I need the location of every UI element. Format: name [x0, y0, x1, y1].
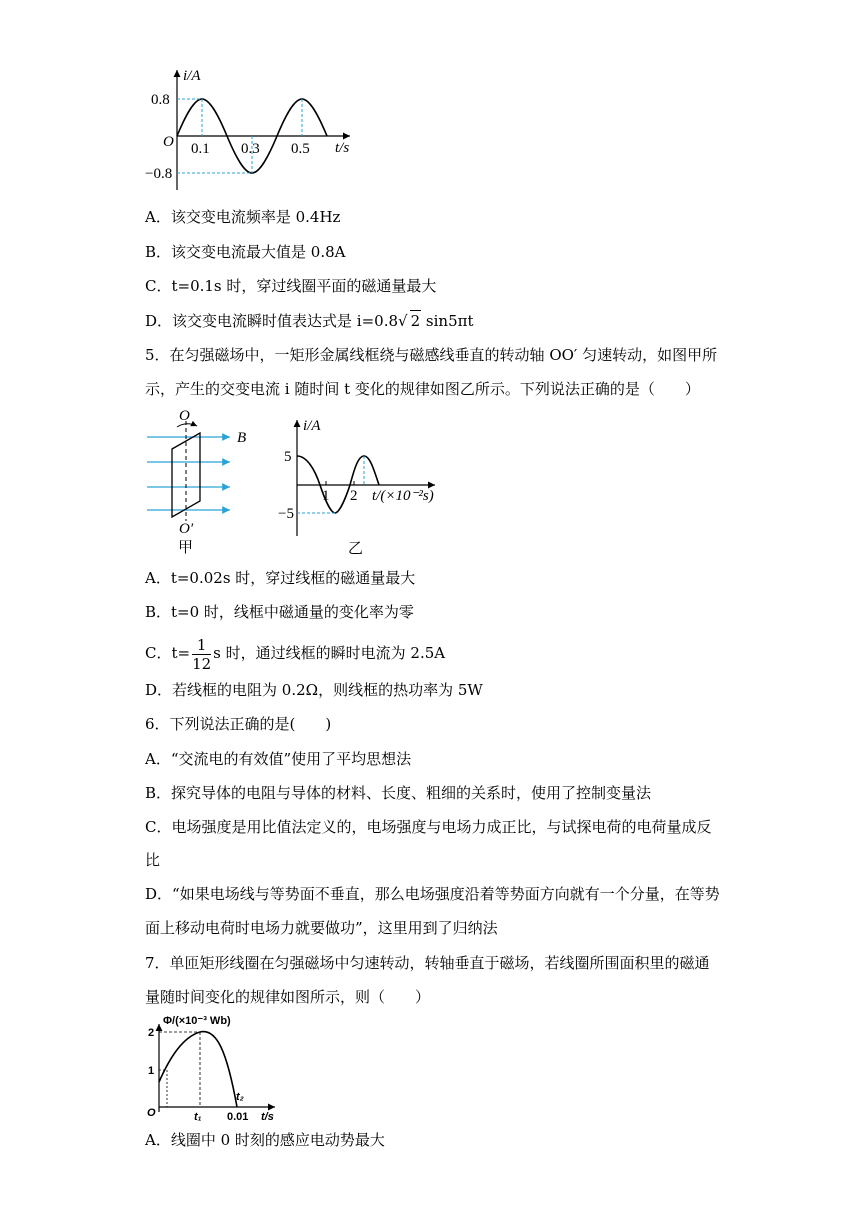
q5-yi-y-label: i/A: [303, 418, 321, 434]
q5-jia-field-label: B: [237, 430, 247, 446]
q6-option-d-line1: D．“如果电场线与等势面不垂直，那么电场强度沿着等势面方向就有一个分量，在等势: [145, 885, 720, 903]
q7-t2-label: t₂: [236, 1091, 244, 1103]
q6-option-c-line2: 比: [145, 851, 161, 869]
q7-flux-graph: [145, 1012, 285, 1122]
q5-option-b: B．t=0 时，线框中磁通量的变化率为零: [145, 603, 414, 621]
q4-current-graph: [145, 62, 365, 192]
q5-option-d: D．若线框的电阻为 0.2Ω，则线框的热功率为 5W: [145, 681, 483, 699]
q4-origin-label: O: [163, 134, 174, 150]
q7-stem-line2: 量随时间变化的规律如图所示，则（ ）: [145, 988, 431, 1006]
sqrt-symbol: √: [398, 312, 408, 330]
q6-stem: 6．下列说法正确的是( ): [145, 715, 332, 733]
q6-option-b: B．探究导体的电阻与导体的材料、长度、粗细的关系时，使用了控制变量法: [145, 784, 652, 802]
q4-option-d-prefix: D．该交变电流瞬时值表达式是 i=0.8: [145, 312, 399, 330]
q5-jia-bottom-label: O′: [179, 521, 194, 537]
q6-option-d-line2: 面上移动电荷时电场力就要做功”，这里用到了归纳法: [145, 919, 498, 937]
q5-option-c-prefix: C．t=: [145, 644, 191, 662]
fraction-numerator: 1: [192, 636, 211, 655]
q4-option-a: A．该交变电流频率是 0.4Hz: [145, 208, 341, 226]
q6-option-c-line1: C．电场强度是用比值法定义的，电场强度与电场力成正比，与试探电荷的电荷量成反: [145, 818, 712, 836]
q7-stem-line1: 7．单匝矩形线圈在匀强磁场中匀速转动，转轴垂直于磁场，若线圈所围面积里的磁通: [145, 954, 710, 972]
q5-yi-x-label: t/(×10⁻²s): [372, 488, 434, 504]
q5-yi-tick-2: 2: [350, 488, 358, 504]
q5-yi-tick-1: 1: [322, 488, 330, 504]
q5-yi-caption: 乙: [348, 539, 364, 557]
q4-y-min-label: −0.8: [145, 166, 173, 182]
q5-yi-y-min: −5: [278, 506, 294, 522]
q5-yi-y-max: 5: [284, 449, 292, 465]
q4-option-d-suffix: sin5πt: [421, 312, 474, 330]
q4-y-max-label: 0.8: [151, 92, 170, 108]
q5-jia-top-label: O: [179, 408, 190, 424]
q5-option-a: A．t=0.02s 时，穿过线框的磁通量最大: [145, 569, 416, 587]
q4-tick-03: 0.3: [241, 141, 260, 157]
q5-stem-line2: 示，产生的交变电流 i 随时间 t 变化的规律如图乙所示。下列说法正确的是（ ）: [145, 380, 700, 398]
q7-y-label: Φ/(×10⁻³ Wb): [163, 1015, 231, 1027]
q4-y-label: i/A: [183, 68, 201, 84]
q6-option-a: A．“交流电的有效值”使用了平均思想法: [145, 750, 412, 768]
q4-tick-01: 0.1: [191, 141, 210, 157]
fraction: [192, 636, 211, 673]
q5-option-c: [145, 634, 445, 672]
q4-tick-05: 0.5: [291, 141, 310, 157]
q7-y-tick-2: 2: [148, 1027, 155, 1039]
q5-stem-line1: 5．在匀强磁场中，一矩形金属线框绕与磁感线垂直的转动轴 OO′ 匀速转动，如图甲所: [145, 346, 718, 364]
q4-option-d-radicand: 2: [410, 312, 421, 330]
fraction-denominator: 12: [192, 654, 212, 673]
q7-y-tick-1: 1: [148, 1065, 155, 1077]
q7-origin: O: [147, 1107, 156, 1119]
q4-option-b: B．该交变电流最大值是 0.8A: [145, 243, 346, 261]
q5-jia-caption: 甲: [178, 538, 194, 556]
q5-fig-yi: [270, 410, 450, 560]
q7-flux-curve: [159, 1032, 237, 1107]
q7-x-tick: 0.01: [227, 1111, 249, 1122]
q5-fig-jia: [145, 405, 265, 557]
q4-x-label: t/s: [335, 140, 350, 156]
q7-x-label: t/s: [261, 1111, 274, 1122]
q5-option-c-suffix: s 时，通过线框的瞬时电流为 2.5A: [213, 644, 446, 662]
q7-option-a: A．线圈中 0 时刻的感应电动势最大: [145, 1131, 385, 1149]
q4-option-d: [145, 310, 474, 331]
q7-t1-label: t₁: [194, 1111, 202, 1122]
q4-option-c: C．t=0.1s 时，穿过线圈平面的磁通量最大: [145, 277, 437, 295]
